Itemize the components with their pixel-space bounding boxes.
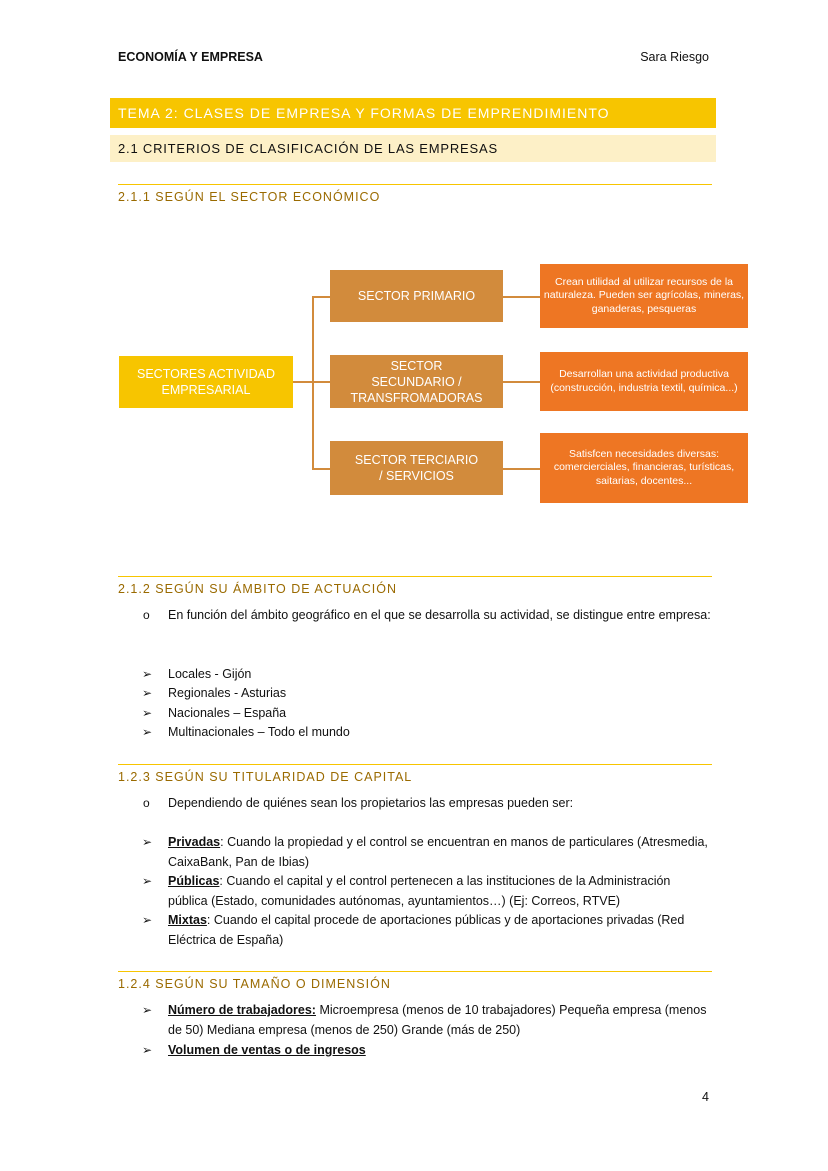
subsection-title: 2.1 CRITERIOS DE CLASIFICACIÓN DE LAS EMPRESAS <box>110 135 716 162</box>
diagram-root-box: SECTORES ACTIVIDAD EMPRESARIAL <box>119 356 293 408</box>
list-item <box>168 833 713 872</box>
document-header-title: ECONOMÍA Y EMPRESA <box>118 50 263 64</box>
list-item: Multinacionales – Todo el mundo <box>168 725 350 739</box>
arrow-bullet-icon: ➢ <box>142 874 153 888</box>
term-description: : Cuando la propiedad y el control se encuentran en manos de particulares (Atresmedia, CaixaBank, Pan de Ibias) <box>168 835 708 869</box>
arrow-bullet-icon: ➢ <box>142 706 153 720</box>
section-divider <box>118 971 712 972</box>
list-item <box>168 911 713 950</box>
page-number: 4 <box>702 1090 709 1104</box>
term-description: : Cuando el capital y el control pertenecen a las instituciones de la Administración pública (Estado, comunidades autónomas, ayuntamientos…) (Ej: Correos, RTVE) <box>168 874 671 908</box>
term-description: : Cuando el capital procede de aportaciones públicas y de aportaciones privadas (Red Eléctrica de España) <box>168 913 685 947</box>
section-title-212: 2.1.2 SEGÚN SU ÁMBITO DE ACTUACIÓN <box>118 582 397 596</box>
paragraph: Dependiendo de quiénes sean los propietarios las empresas pueden ser: <box>168 796 574 810</box>
list-item: Regionales - Asturias <box>168 686 287 700</box>
connector-line <box>312 296 314 469</box>
document-header-author: Sara Riesgo <box>640 50 709 64</box>
arrow-bullet-icon: ➢ <box>142 667 153 681</box>
connector-line <box>503 381 540 383</box>
term: Volumen de ventas o de ingresos <box>168 1043 366 1057</box>
connector-line <box>503 468 540 470</box>
section-title-123: 1.2.3 SEGÚN SU TITULARIDAD DE CAPITAL <box>118 770 413 784</box>
section-divider <box>118 764 712 765</box>
circle-bullet: o <box>143 796 150 810</box>
circle-bullet: o <box>143 608 150 622</box>
arrow-bullet-icon: ➢ <box>142 686 153 700</box>
chapter-title: TEMA 2: CLASES DE EMPRESA Y FORMAS DE EMPRENDIMIENTO <box>110 98 716 128</box>
list-item: Locales - Gijón <box>168 667 252 681</box>
term: Número de trabajadores: <box>168 1003 316 1017</box>
connector-line <box>293 381 313 383</box>
connector-line <box>312 468 330 470</box>
list-item <box>168 1001 713 1040</box>
term: Públicas <box>168 874 220 888</box>
term: Privadas <box>168 835 221 849</box>
list-item: Nacionales – España <box>168 706 287 720</box>
section-divider <box>118 576 712 577</box>
connector-line <box>503 296 540 298</box>
diagram-desc-box: Crean utilidad al utilizar recursos de la naturaleza. Pueden ser agrícolas, mineras, ganaderas, pesqueras <box>540 264 748 328</box>
diagram-desc-box: Satisfcen necesidades diversas: comercierciales, financieras, turísticas, saitarias, docentes... <box>540 433 748 503</box>
paragraph: En función del ámbito geográfico en el que se desarrolla su actividad, se distingue entre empresa: <box>168 608 711 622</box>
section-title-124: 1.2.4 SEGÚN SU TAMAÑO O DIMENSIÓN <box>118 977 391 991</box>
term-description: Microempresa (menos de 10 trabajadores) Pequeña empresa (menos de 50) Mediana empresa (menos de 250) Grande (más de 250) <box>168 1003 707 1037</box>
connector-line <box>312 296 330 298</box>
diagram-sector-box: SECTOR TERCIARIO / SERVICIOS <box>330 441 503 495</box>
diagram-desc-box: Desarrollan una actividad productiva (construcción, industria textil, química...) <box>540 352 748 411</box>
arrow-bullet-icon: ➢ <box>142 1003 153 1017</box>
diagram-sector-box: SECTOR PRIMARIO <box>330 270 503 322</box>
arrow-bullet-icon: ➢ <box>142 913 153 927</box>
arrow-bullet-icon: ➢ <box>142 835 153 849</box>
list-item <box>168 1041 713 1061</box>
connector-line <box>312 381 330 383</box>
diagram-sector-box: SECTOR SECUNDARIO / TRANSFROMADORAS <box>330 355 503 408</box>
section-divider <box>118 184 712 185</box>
arrow-bullet-icon: ➢ <box>142 725 153 739</box>
section-title-211: 2.1.1 SEGÚN EL SECTOR ECONÓMICO <box>118 190 381 204</box>
list-item <box>168 872 713 911</box>
arrow-bullet-icon: ➢ <box>142 1043 153 1057</box>
term: Mixtas <box>168 913 207 927</box>
